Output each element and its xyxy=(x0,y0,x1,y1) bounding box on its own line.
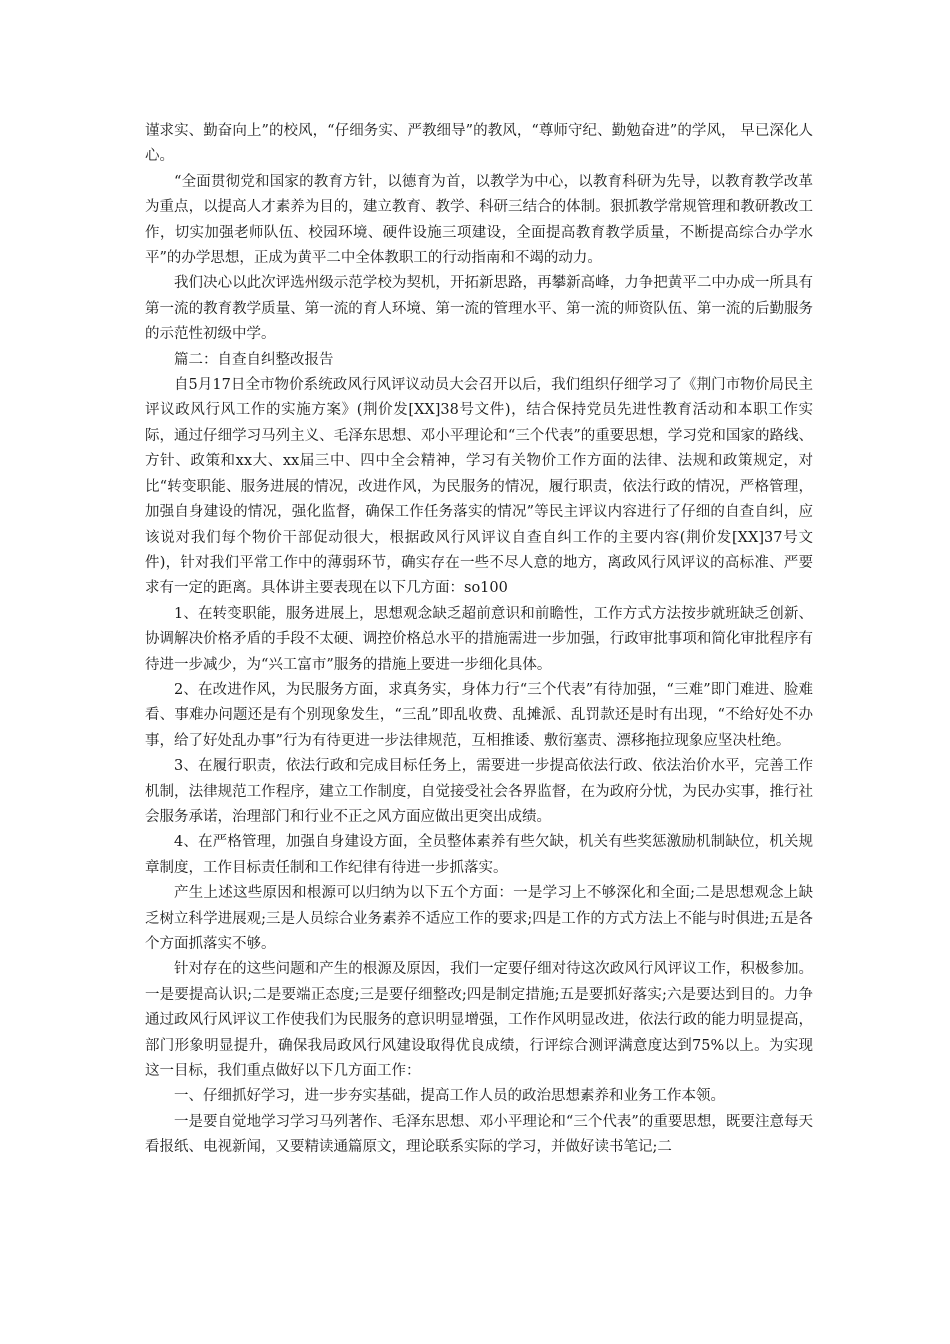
section-heading: 篇二：自查自纠整改报告 xyxy=(174,351,334,368)
list-item: 2、在改进作风，为民服务方面，求真务实，身体力行“三个代表”有待加强，“三难”即门难进、脸难看、事难办问题还是有个别现象发生，“三乱”即乱收费、乱摊派、乱罚款还是时有出现，“不给好处不办事，给了好处乱办事”行为有待更进一步法律规范，互相推诿、敷衍塞责、漂移拖拉现象应坚决杜绝。 xyxy=(145,681,813,749)
paragraph: 谨求实、勤奋向上”的校风，“仔细务实、严教细导”的教风，“尊师守纪、勤勉奋进”的学风， 早已深化人心。 xyxy=(145,123,813,165)
paragraph: “全面贯彻党和国家的教育方针，以德育为首，以教学为中心，以教育科研为先导，以教育教学改革为重点，以提高人才素养为目的，建立教育、教学、科研三结合的体制。狠抓教学常规管理和教研教改工作，切实加强老师队伍、校园环境、硬件设施三项建设，全面提高教育教学质量，不断提高综合办学水平”的办学思想，正成为黄平二中全体教职工的行动指南和不竭的动力。 xyxy=(145,173,813,267)
list-item: 3、在履行职责，依法行政和完成目标任务上，需要进一步提高依法行政、依法治价水平，完善工作机制，法律规范工作程序，建立工作制度，自觉接受社会各界监督，在为政府分忧，为民办实事，推行社会服务承诺，治理部门和行业不正之风方面应做出更突出成绩。 xyxy=(145,758,813,825)
paragraph: 产生上述这些原因和根源可以归纳为以下五个方面：一是学习上不够深化和全面;二是思想观念上缺乏树立科学进展观;三是人员综合业务素养不适应工作的要求;四是工作的方式方法上不能与时俱进;五是各个方面抓落实不够。 xyxy=(145,885,813,952)
paragraph: 我们决心以此次评选州级示范学校为契机，开拓新思路，再攀新高峰，力争把黄平二中办成一所具有第一流的教育教学质量、第一流的育人环境、第一流的管理水平、第一流的师资队伍、第一流的后勤服务的示范性初级中学。 xyxy=(145,275,813,343)
list-item: 1、在转变职能，服务进展上，思想观念缺乏超前意识和前瞻性，工作方式方法按步就班缺乏创新、协调解决价格矛盾的手段不太硬、调控价格总水平的措施需进一步加强，行政审批事项和简化审批程序有待进一步减少，为“兴工富市”服务的措施上要进一步细化具体。 xyxy=(145,605,813,673)
paragraph: 针对存在的这些问题和产生的根源及原因，我们一定要仔细对待这次政风行风评议工作，积极参加。一是要提高认识;二是要端正态度;三是要仔细整改;四是制定措施;五是要抓好落实;六是要达到目的。力争通过政风行风评议工作使我们为民服务的意识明显增强，工作作风明显改进，依法行政的能力明显提高，部门形象明显提升，确保我局政风行风建设取得优良成绩，行评综合测评满意度达到75%以上。为实现这一目标，我们重点做好以下几方面工作： xyxy=(145,961,813,1080)
paragraph: 一是要自觉地学习学习马列著作、毛泽东思想、邓小平理论和“三个代表”的重要思想，既要注意每天看报纸、电视新闻，又要精读通篇原文，理论联系实际的学习，并做好读书笔记;二 xyxy=(145,1113,813,1156)
subsection-heading: 一、仔细抓好学习，进一步夯实基础，提高工作人员的政治思想素养和业务工作本领。 xyxy=(174,1088,725,1105)
list-item: 4、在严格管理，加强自身建设方面，全员整体素养有些欠缺，机关有些奖惩激励机制缺位，机关规章制度，工作目标责任制和工作纪律有待进一步抓落实。 xyxy=(145,834,813,876)
paragraph: 自5月17日全市物价系统政风行风评议动员大会召开以后，我们组织仔细学习了《荆门市物价局民主评议政风行风工作的实施方案》(荆价发[XX]38号文件)，结合保持党员先进性教育活动和本职工作实际，通过仔细学习马列主义、毛泽东思想、邓小平理论和“三个代表”的重要思想，学习党和国家的路线、方针、政策和xx大、xx届三中、四中全会精神，学习有关物价工作方面的法律、法规和政策规定，对比“转变职能、服务进展的情况，改进作风，为民服务的情况，履行职责，依法行政的情况，严格管理，加强自身建设的情况，强化监督，确保工作任务落实的情况”等民主评议内容进行了仔细的自查自纠，应该说对我们每个物价干部促动很大，根据政风行风评议自查自纠工作的主要内容(荆价发[XX]37号文件)，针对我们平常工作中的薄弱环节，确实存在一些不尽人意的地方，离政风行风评议的高标准、严要求有一定的距离。具体讲主要表现在以下几方面：so100 xyxy=(145,377,813,597)
document-body xyxy=(145,119,813,1161)
